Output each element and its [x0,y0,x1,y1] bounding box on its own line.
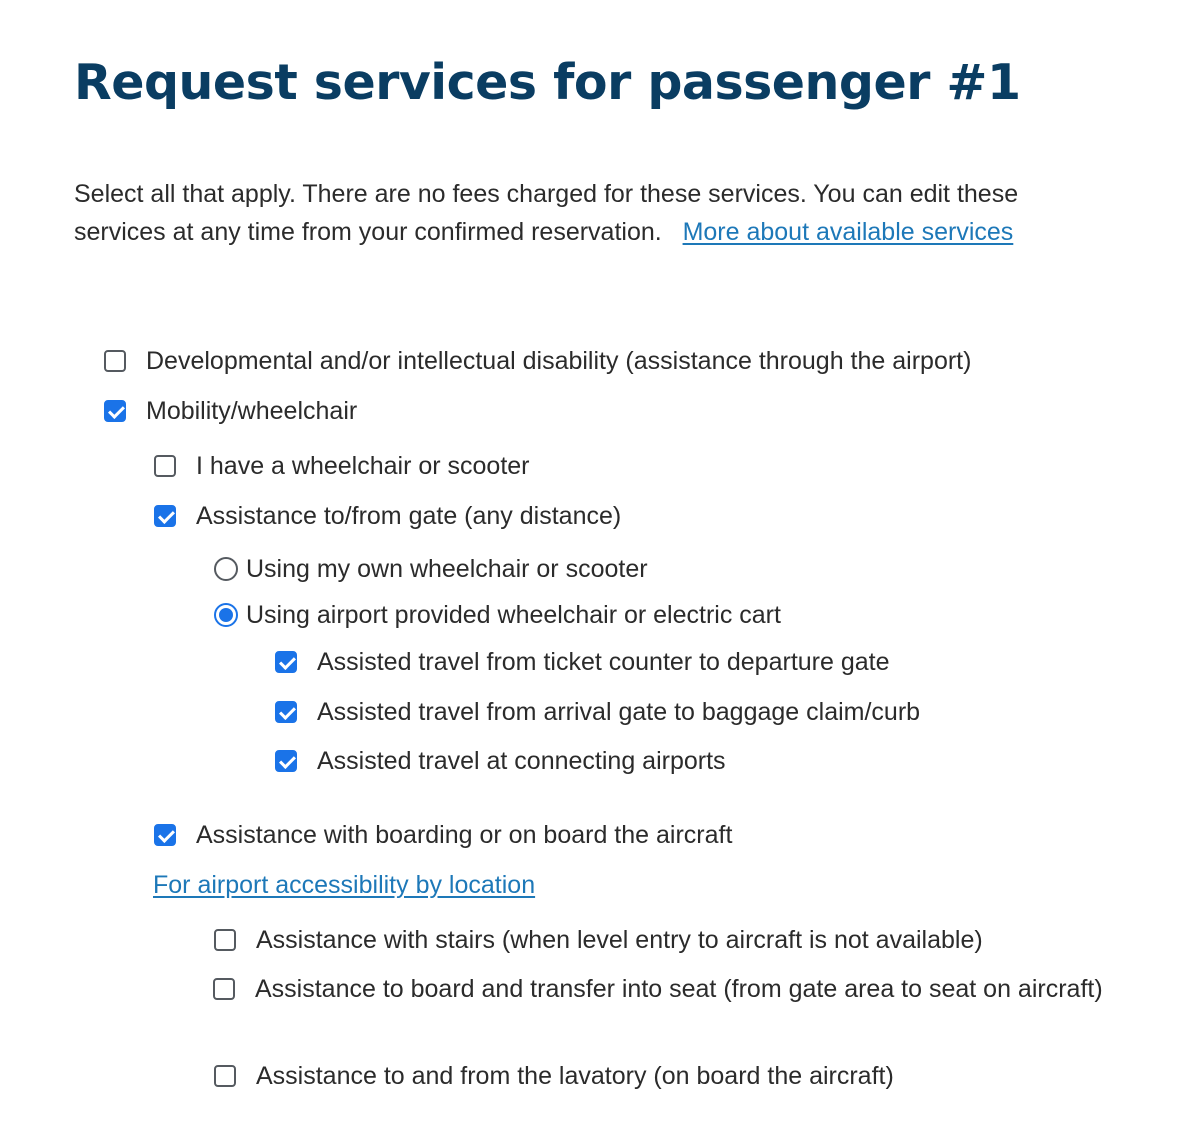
intro-text: Select all that apply. There are no fees charged for these services. You can edit these services at any time from your confirmed reservation. [74,180,1019,246]
option-connecting[interactable] [275,742,726,780]
airport-wheelchair-radio[interactable] [214,603,238,627]
stairs-label: Assistance with stairs (when level entry to aircraft is not available) [256,926,983,954]
gate-assistance-label: Assistance to/from gate (any distance) [196,502,622,530]
developmental-checkbox[interactable] [104,350,126,372]
developmental-label: Developmental and/or intellectual disability (assistance through the airport) [146,347,972,375]
own-wheelchair-label: I have a wheelchair or scooter [196,452,530,480]
own-wheelchair-checkbox[interactable] [154,455,176,477]
ticket-to-gate-checkbox[interactable] [275,651,297,673]
boarding-label: Assistance with boarding or on board the aircraft [196,821,733,849]
option-lavatory[interactable] [214,1057,894,1095]
own-wheelchair-radio[interactable] [214,557,238,581]
option-gate-assistance[interactable] [154,497,621,535]
radio-own-wheelchair[interactable] [214,550,648,588]
option-boarding[interactable] [154,816,732,854]
radio-airport-wheelchair-label: Using airport provided wheelchair or electric cart [246,601,781,629]
option-mobility[interactable] [104,392,357,430]
more-about-services-link[interactable]: More about available services [682,218,1014,246]
stairs-checkbox[interactable] [214,929,236,951]
option-arrival-to-baggage[interactable] [275,693,920,731]
arrival-to-baggage-checkbox[interactable] [275,701,297,723]
transfer-seat-checkbox[interactable] [213,978,235,1000]
mobility-checkbox[interactable] [104,400,126,422]
mobility-label: Mobility/wheelchair [146,397,358,425]
option-own-wheelchair[interactable] [154,447,530,485]
intro-paragraph [74,175,1114,251]
radio-airport-wheelchair[interactable] [214,596,781,634]
airport-accessibility-link[interactable]: For airport accessibility by location [153,871,536,899]
option-ticket-to-gate[interactable] [275,643,890,681]
ticket-to-gate-label: Assisted travel from ticket counter to departure gate [317,648,890,676]
gate-assistance-checkbox[interactable] [154,505,176,527]
radio-own-wheelchair-label: Using my own wheelchair or scooter [246,555,648,583]
lavatory-label: Assistance to and from the lavatory (on board the aircraft) [256,1062,894,1090]
option-stairs[interactable] [214,921,983,959]
option-transfer-seat[interactable] [213,970,1123,1008]
connecting-checkbox[interactable] [275,750,297,772]
arrival-to-baggage-label: Assisted travel from arrival gate to baggage claim/curb [317,698,921,726]
option-developmental[interactable] [104,342,971,380]
lavatory-checkbox[interactable] [214,1065,236,1087]
boarding-checkbox[interactable] [154,824,176,846]
connecting-label: Assisted travel at connecting airports [317,747,726,775]
transfer-seat-label: Assistance to board and transfer into seat (from gate area to seat on aircraft) [255,975,1103,1003]
page-title: Request services for passenger #1 [74,54,1021,111]
